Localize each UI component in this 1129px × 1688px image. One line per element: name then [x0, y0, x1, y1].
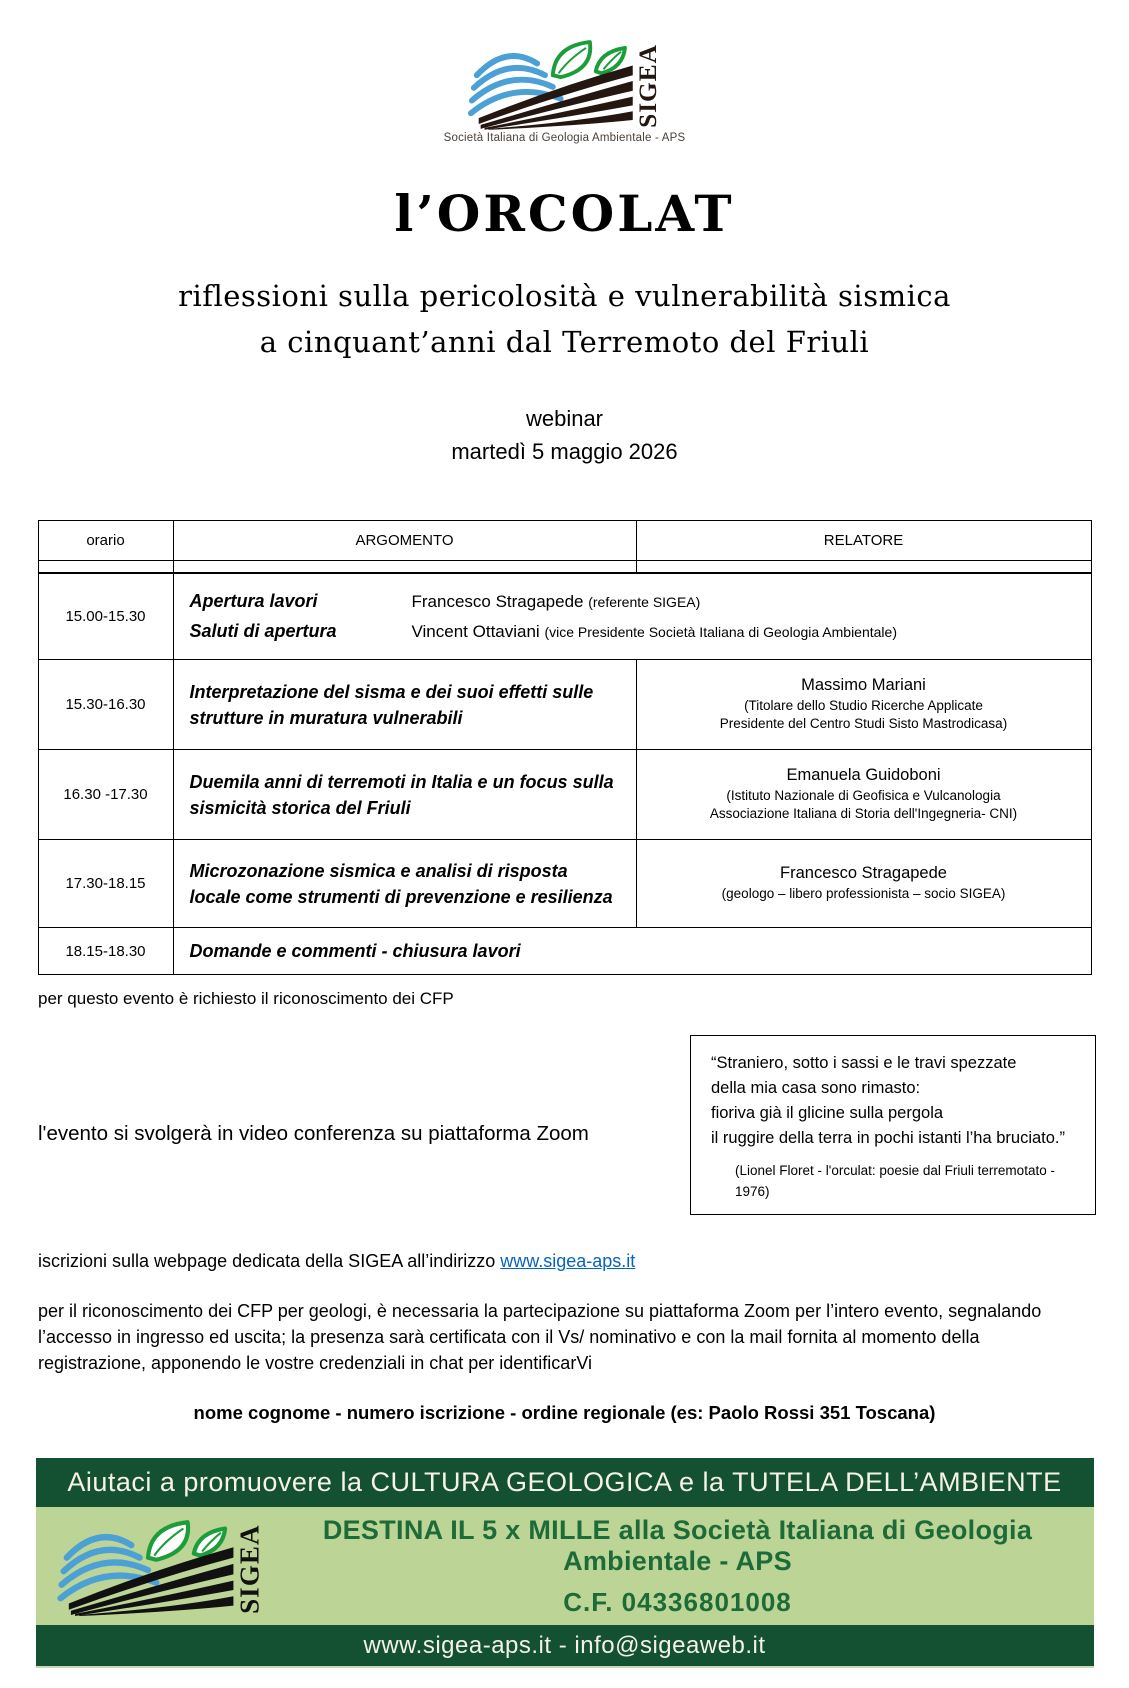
- quote-line: fioriva già il glicine sulla pergola: [711, 1103, 944, 1122]
- topic-cell: Duemila anni di terremoti in Italia e un focus sulla sismicità storica del Friuli: [173, 750, 636, 840]
- svg-text:SIGEA: SIGEA: [634, 44, 662, 128]
- speaker-name: Emanuela Guidoboni: [786, 766, 941, 785]
- table-row: [38, 928, 1091, 975]
- page-subtitle: [0, 273, 1129, 366]
- registration-link[interactable]: www.sigea-aps.it: [500, 1250, 636, 1271]
- table-row: [38, 750, 1091, 840]
- speaker-affiliation: (Istituto Nazionale di Geofisica e Vulcanologia Associazione Italiana di Storia dell'Ingegneria- CNI): [709, 788, 1018, 822]
- speaker-note: (referente SIGEA): [588, 594, 701, 611]
- col-orario: orario: [38, 520, 173, 560]
- poem-quote-box: [690, 1035, 1096, 1215]
- registration-line: [38, 1251, 1091, 1272]
- svg-text:SIGEA: SIGEA: [234, 1524, 265, 1615]
- cfp-note: per questo evento è richiesto il riconoscimento dei CFP: [38, 989, 454, 1009]
- time-cell: 18.15-18.30: [38, 928, 173, 975]
- opening-speaker: Francesco Stragapede (referente SIGEA): [411, 592, 701, 612]
- event-type: webinar: [525, 405, 604, 431]
- speaker-affiliation: (Titolare dello Studio Ricerche Applicate Presidente del Centro Studi Sisto Mastrodicasa): [719, 698, 1008, 732]
- opening-item: [190, 621, 1075, 642]
- registration-text: iscrizioni sulla webpage dedicata della SIGEA all’indirizzo: [38, 1250, 501, 1271]
- quote-line: “Straniero, sotto i sassi e le travi spezzate: [711, 1054, 1017, 1073]
- schedule-table: [38, 520, 1092, 976]
- time-cell: 16.30 -17.30: [38, 750, 173, 840]
- footer-middle-band: [36, 1507, 1094, 1625]
- topic-cell: Domande e commenti - chiusura lavori: [173, 928, 1091, 975]
- opening-speaker: Vincent Ottaviani (vice Presidente Società Italiana di Geologia Ambientale): [411, 622, 897, 642]
- logo-caption: Società Italiana di Geologia Ambientale - APS: [443, 132, 686, 144]
- cfp-paragraph: per il riconoscimento dei CFP per geologi, è necessaria la partecipazione su piattaforma Zoom per l’intero evento, segnalando l’accesso in ingresso ed uscita; la presenza sarà certificata con il Vs/ nominativo e con la mail fornita al momento della registrazione, apponendo le vostre credenziali in chat per identificarVi: [38, 1300, 1042, 1374]
- fiscal-code: C.F. 04336801008: [563, 1586, 792, 1617]
- table-row: [38, 660, 1091, 750]
- time-cell: 15.30-16.30: [38, 660, 173, 750]
- col-relatore: RELATORE: [636, 520, 1091, 560]
- footer-banner: [36, 1458, 1094, 1668]
- relatore-cell: [636, 840, 1091, 928]
- schedule-spacer-row: [38, 560, 1091, 573]
- middle-section: [38, 1035, 1096, 1215]
- subtitle-line-2: a cinquant’anni dal Terremoto del Friuli: [259, 325, 870, 360]
- zoom-platform-note: l'evento si svolgerà in video conferenza su piattaforma Zoom: [38, 1122, 589, 1146]
- sigea-logo-footer: [36, 1516, 286, 1616]
- subtitle-line-1: riflessioni sulla pericolosità e vulnerabilità sismica: [178, 279, 951, 313]
- footer-contacts: www.sigea-aps.it - info@sigeaweb.it: [36, 1625, 1094, 1666]
- sigea-logo-icon: [53, 1516, 268, 1616]
- event-info: [0, 402, 1129, 468]
- event-date: martedì 5 maggio 2026: [451, 438, 678, 464]
- table-row: [38, 840, 1091, 928]
- speaker-affiliation: (geologo – libero professionista – socio SIGEA): [721, 886, 1006, 902]
- sigea-logo: [0, 36, 1129, 144]
- quote-line: il ruggire della terra in pochi istanti l’ha bruciato.”: [711, 1128, 1066, 1147]
- topic-cell: Microzonazione sismica e analisi di risposta locale come strumenti di prevenzione e resilienza: [173, 840, 636, 928]
- relatore-cell: [636, 750, 1091, 840]
- five-per-mille-block: [286, 1515, 1094, 1618]
- quote-citation: (Lionel Floret - l'orculat: poesie dal Friuli terremotato - 1976): [735, 1163, 1055, 1199]
- opening-item: [190, 591, 1075, 612]
- organization-name: Società Italiana di Geologia Ambientale - APS: [563, 1514, 1033, 1576]
- five-per-mille-line: [286, 1515, 1070, 1577]
- sigea-logo-icon: [467, 36, 662, 130]
- time-cell: 17.30-18.15: [38, 840, 173, 928]
- five-per-mille-prefix: DESTINA IL 5 x MILLE alla: [322, 1514, 673, 1545]
- table-row: [38, 573, 1091, 660]
- schedule-header-row: [38, 520, 1091, 560]
- speaker-name: Massimo Mariani: [801, 676, 926, 695]
- opening-label: Apertura lavori: [189, 591, 318, 612]
- col-argomento: ARGOMENTO: [173, 520, 636, 560]
- speaker-name: Francesco Stragapede: [780, 864, 947, 883]
- footer-slogan: Aiutaci a promuovere la CULTURA GEOLOGICA e la TUTELA DELL’AMBIENTE: [36, 1458, 1094, 1507]
- opening-label: Saluti di apertura: [189, 621, 337, 642]
- page-title: l’ORCOLAT: [394, 184, 735, 243]
- relatore-cell: [636, 660, 1091, 750]
- opening-cell: [173, 573, 1091, 660]
- topic-cell: Interpretazione del sisma e dei suoi effetti sulle strutture in muratura vulnerabili: [173, 660, 636, 750]
- time-cell: 15.00-15.30: [38, 573, 173, 660]
- quote-line: della mia casa sono rimasto:: [711, 1079, 921, 1098]
- credentials-format: nome cognome - numero iscrizione - ordine regionale (es: Paolo Rossi 351 Toscana): [193, 1402, 936, 1424]
- speaker-note: (vice Presidente Società Italiana di Geologia Ambientale): [544, 624, 897, 641]
